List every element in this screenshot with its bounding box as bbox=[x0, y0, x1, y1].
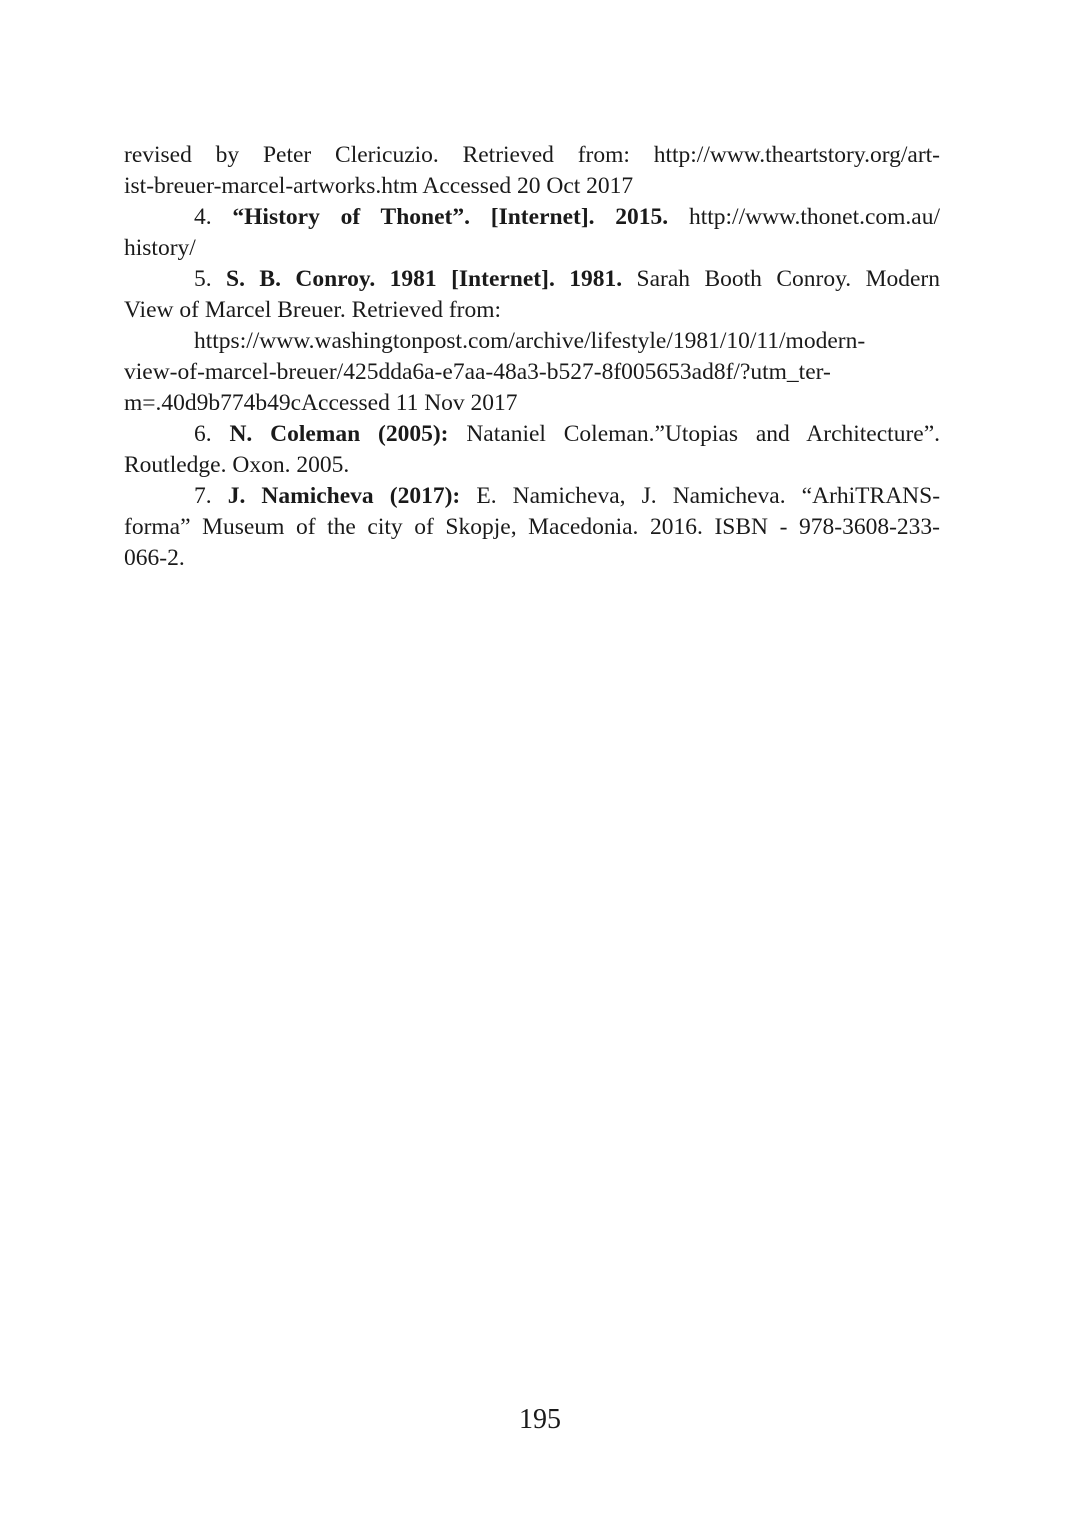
reference-line: View of Marcel Breuer. Retrieved from: bbox=[124, 297, 502, 323]
reference-line bbox=[124, 264, 940, 295]
reference-line: history/ bbox=[124, 235, 196, 261]
reference-line: revised by Peter Clericuzio. Retrieved from: http://www.theartstory.org/art- bbox=[124, 142, 940, 168]
reference-line bbox=[124, 419, 940, 450]
reference-url-line: https://www.washingtonpost.com/archive/lifestyle/1981/10/11/modern- bbox=[194, 328, 866, 354]
reference-3-continued bbox=[124, 140, 940, 202]
reference-line bbox=[124, 202, 940, 233]
reference-line: forma” Museum of the city of Skopje, Macedonia. 2016. ISBN - 978-3608-233- bbox=[124, 514, 940, 540]
reference-citation-key: “History of Thonet”. [Internet]. 2015. bbox=[232, 204, 669, 230]
reference-number: 5. bbox=[194, 266, 212, 292]
reference-text: http://www.thonet.com.au/ bbox=[688, 204, 941, 230]
reference-line: ist-breuer-marcel-artworks.htm Accessed 20 Oct 2017 bbox=[124, 173, 634, 199]
reference-text: Nataniel Coleman.”Utopias and Architecture”. bbox=[466, 421, 941, 447]
reference-line: m=.40d9b774b49cAccessed 11 Nov 2017 bbox=[124, 390, 518, 416]
reference-5 bbox=[124, 264, 940, 419]
reference-line bbox=[124, 481, 940, 512]
reference-line: Routledge. Oxon. 2005. bbox=[124, 452, 350, 478]
page-number: 195 bbox=[519, 1404, 561, 1435]
reference-text: E. Namicheva, J. Namicheva. “ArhiTRANS- bbox=[476, 483, 941, 509]
reference-citation-key: N. Coleman (2005): bbox=[229, 421, 449, 447]
reference-url-line: view-of-marcel-breuer/425dda6a-e7aa-48a3-b527-8f005653ad8f/?utm_ter- bbox=[124, 359, 831, 385]
reference-6 bbox=[124, 419, 940, 481]
reference-text: Sarah Booth Conroy. Modern bbox=[636, 266, 941, 292]
reference-7 bbox=[124, 481, 940, 574]
reference-citation-key: J. Namicheva (2017): bbox=[227, 483, 461, 509]
reference-number: 7. bbox=[194, 483, 212, 509]
reference-4 bbox=[124, 202, 940, 264]
reference-list bbox=[124, 140, 940, 574]
reference-number: 6. bbox=[194, 421, 212, 447]
reference-citation-key: S. B. Conroy. 1981 [Internet]. 1981. bbox=[226, 266, 623, 292]
reference-line: 066-2. bbox=[124, 545, 185, 571]
reference-number: 4. bbox=[194, 204, 212, 230]
